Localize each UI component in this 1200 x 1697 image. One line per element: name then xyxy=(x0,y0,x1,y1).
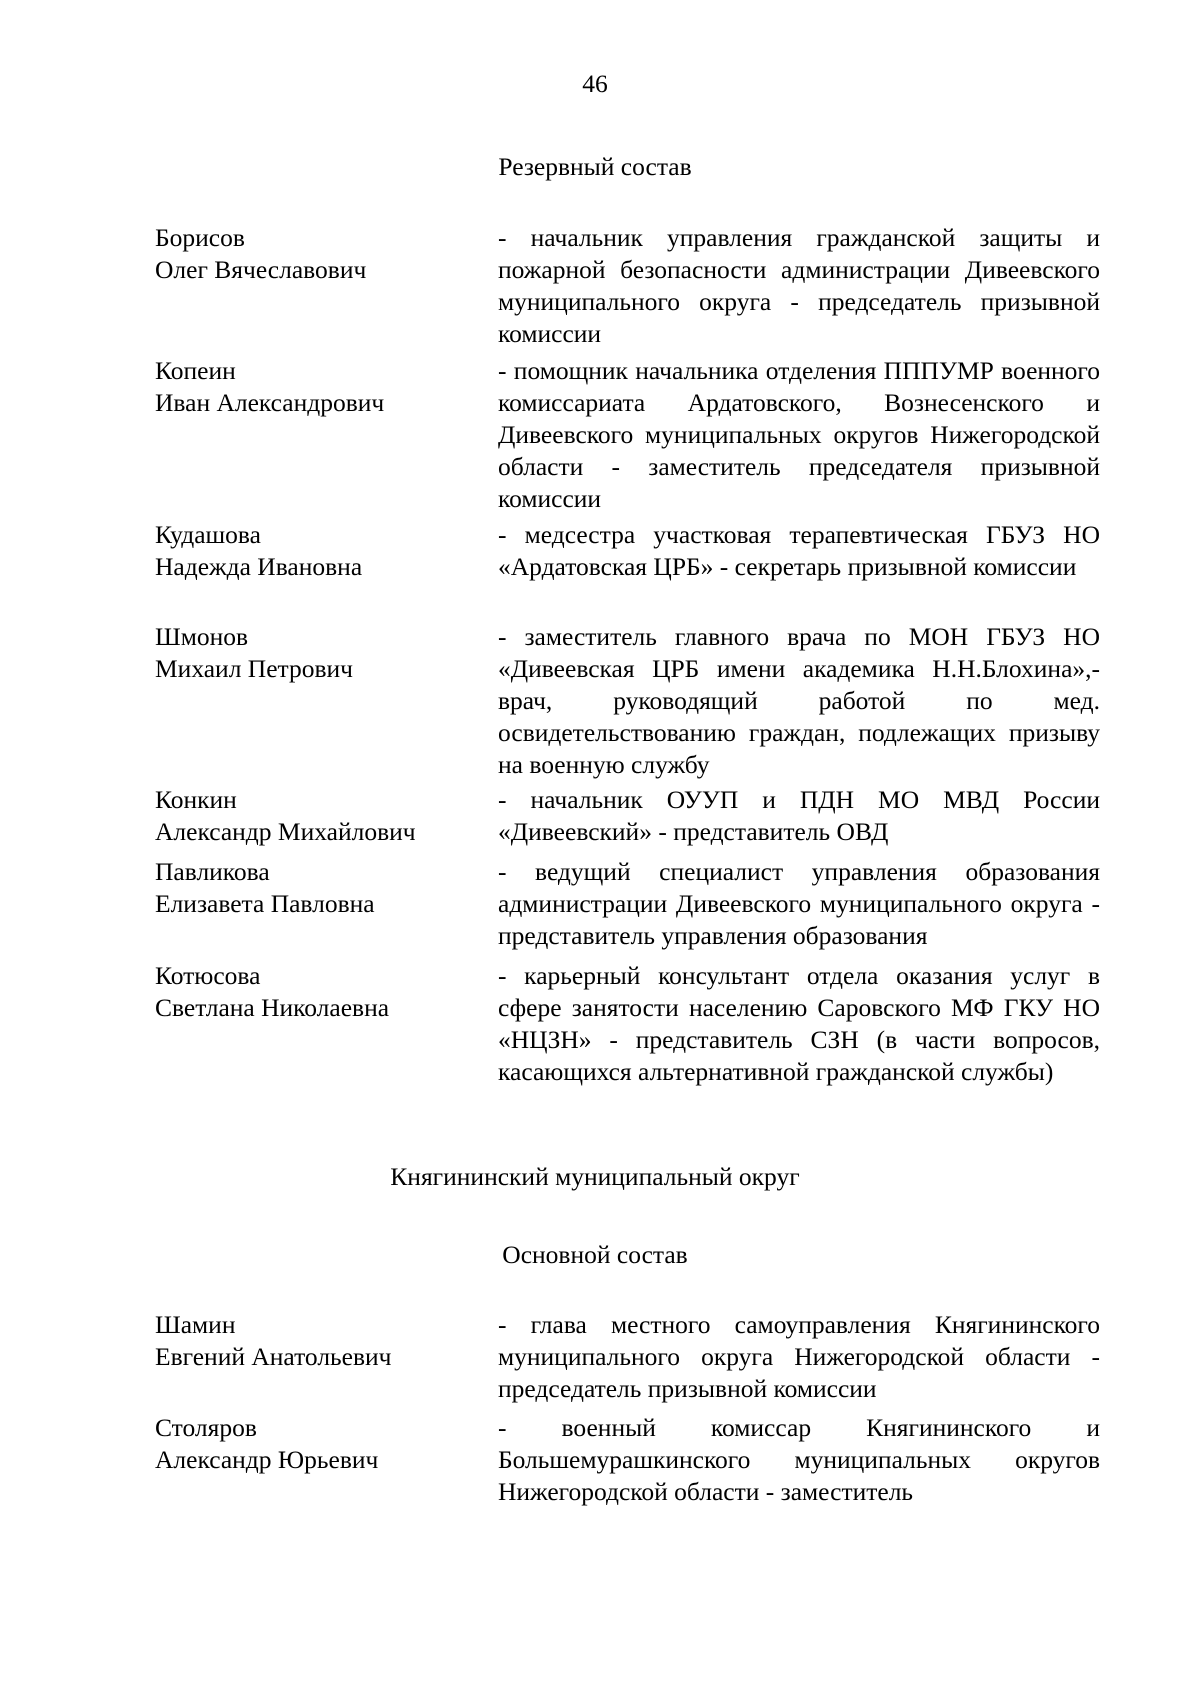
member-duty: - военный комиссар Княгининского и Большемурашкинского муниципальных округов Нижегородской области - заместитель xyxy=(498,1413,1100,1506)
member-given-name: Елизавета Павловна xyxy=(155,889,375,918)
member-name xyxy=(155,856,485,920)
member-given-name: Михаил Петрович xyxy=(155,654,353,683)
section-heading-reserve: Резервный состав xyxy=(498,152,692,181)
member-name xyxy=(155,1309,485,1373)
member-given-name: Александр Михайлович xyxy=(155,817,416,846)
member-surname: Конкин xyxy=(155,785,237,814)
member-name xyxy=(155,621,485,685)
member-name xyxy=(155,1412,485,1476)
member-surname: Шамин xyxy=(155,1310,236,1339)
member-name xyxy=(155,784,485,848)
page-number: 46 xyxy=(582,69,608,98)
district-heading: Княгининский муниципальный округ xyxy=(390,1162,800,1191)
member-given-name: Евгений Анатольевич xyxy=(155,1342,392,1371)
member-duty: - заместитель главного врача по МОН ГБУЗ НО «Дивеевская ЦРБ имени академика Н.Н.Блохина»,- врач, руководящий работой по мед. освидетельствованию граждан, подлежащих призыву на военную службу xyxy=(498,622,1100,779)
member-name xyxy=(155,222,485,286)
member-duty: - ведущий специалист управления образования администрации Дивеевского муниципального округа - представитель управления образования xyxy=(498,857,1100,950)
member-given-name: Олег Вячеславович xyxy=(155,255,367,284)
member-name xyxy=(155,519,485,583)
member-given-name: Светлана Николаевна xyxy=(155,993,390,1022)
member-name xyxy=(155,355,485,419)
member-surname: Шмонов xyxy=(155,622,249,651)
member-duty: - глава местного самоуправления Княгининского муниципального округа Нижегородской области - председатель призывной комиссии xyxy=(498,1310,1100,1403)
member-surname: Кудашова xyxy=(155,520,261,549)
member-surname: Павликова xyxy=(155,857,270,886)
member-name xyxy=(155,960,485,1024)
member-duty: - начальник ОУУП и ПДН МО МВД России «Дивеевский» - представитель ОВД xyxy=(498,785,1100,846)
member-duty: - медсестра участковая терапевтическая ГБУЗ НО «Ардатовская ЦРБ» - секретарь призывной комиссии xyxy=(498,520,1100,581)
member-duty: - помощник начальника отделения ПППУМР военного комиссариата Ардатовского, Вознесенского и Дивеевского муниципальных округов Нижегородской области - заместитель председателя призывной комиссии xyxy=(498,356,1100,513)
section-heading-main: Основной состав xyxy=(502,1240,688,1269)
member-given-name: Александр Юрьевич xyxy=(155,1445,379,1474)
member-surname: Борисов xyxy=(155,223,245,252)
member-given-name: Иван Александрович xyxy=(155,388,385,417)
member-duty: - карьерный консультант отдела оказания услуг в сфере занятости населению Саровского МФ ГКУ НО «НЦЗН» - представитель СЗН (в части вопросов, касающихся альтернативной гражданской службы) xyxy=(498,961,1100,1086)
member-surname: Столяров xyxy=(155,1413,257,1442)
member-duty: - начальник управления гражданской защиты и пожарной безопасности администрации Дивеевского муниципального округа - председатель призывной комиссии xyxy=(498,223,1100,348)
member-given-name: Надежда Ивановна xyxy=(155,552,363,581)
member-surname: Котюсова xyxy=(155,961,261,990)
member-surname: Копеин xyxy=(155,356,236,385)
